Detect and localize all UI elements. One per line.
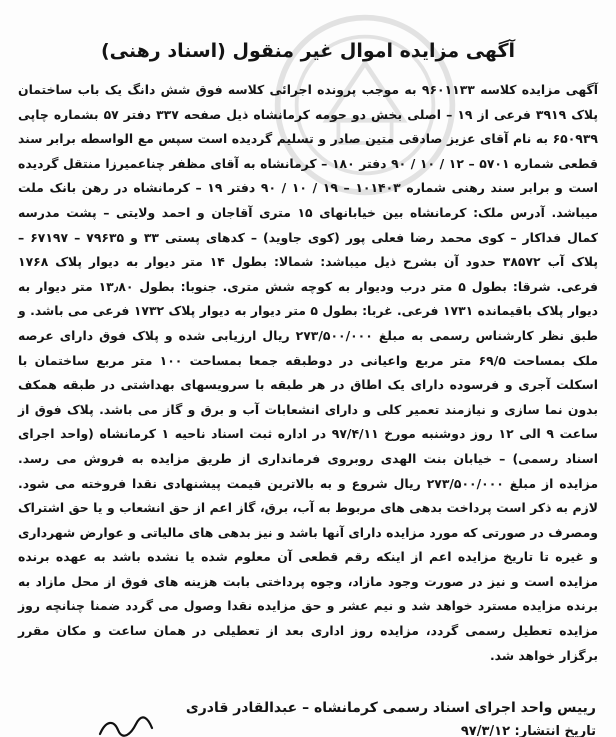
notice-body: آگهی مزایده کلاسه ۹۶۰۱۱۳۳ به موجب پرونده اجرائی کلاسه فوق شش دانگ یک باب ساختمان پلاک ۳۹۱۹ فرعی از ۱۹ – اصلی بخش دو حومه کرمانشاه ذیل صفحه ۳۳۷ دفتر ۵۷ بشماره چاپی ۶۵۰۹۳۹ به نام آقای عزیز صادقی متین صادر و تسلیم گردیده است سپس مع الواسطه برابر سند قطعی شماره ۵۷۰۱ – ۱۲ / ۱۰ / ۹۰ دفتر ۱۸۰ – کرمانشاه به آقای مظفر چناعمیرزا منتقل گردیده است و برابر سند رهنی شماره ۱۰۱۴۰۳ – ۱۹ / ۱۰ / ۹۰ دفتر ۱۹ – کرمانشاه در رهن بانک ملت میباشد. آدرس ملک: کرمانشاه بین خیابانهای ۱۵ متری آقاجان و احمد ولایتی – پشت مدرسه کمال فداکار – کوی محمد رضا فعلی پور (کوی جاوید) – کدهای پستی ۳۳ و ۷۹۶۳۵ – ۶۷۱۹۷ – پلاک آب ۳۸۵۷۲ حدود آن بشرح ذیل میباشد: شمالا: بطول ۱۴ متر دیوار به دیوار پلاک ۱۷۶۸ فرعی. شرقا: بطول ۵ متر درب ودیوار به کوچه شش متری. جنوبا: بطول ۱۳٫۸۰ متر دیوار به دیوار پلاک باقیمانده ۱۷۳۱ فرعی. غربا: بطول ۵ متر دیوار به دیوار پلاک ۱۷۳۲ فرعی می باشد. و طبق نظر کارشناس رسمی به مبلغ ۲۷۳/۵۰۰/۰۰۰ ریال ارزیابی شده و پلاک فوق دارای عرصه ملک بمساحت ۶۹/۵ متر مربع واعیانی در دوطبقه جمعا بمساحت ۱۰۰ متر مربع ساختمان با اسکلت آجری و فرسوده دارای یک اطاق در هر طبقه با سرویسهای بهداشتی در طبقه همکف بدون نما سازی و نیازمند تعمیر کلی و دارای انشعابات آب و برق و گاز می باشد. پلاک فوق از ساعت ۹ الی ۱۲ روز دوشنبه مورخ ۹۷/۴/۱۱ در اداره ثبت اسناد ناحیه ۱ کرمانشاه (واحد اجرای اسناد رسمی) – خیابان بنت الهدی روبروی فرمانداری از طریق مزایده به فروش می رسد. مزایده از مبلغ ۲۷۳/۵۰۰/۰۰۰ ریال شروع و به بالاترین قیمت پیشنهادی نقدا فروخته می شود. لازم به ذکر است پرداخت بدهی های مربوط به آب، برق، گاز اعم از حق انشعاب و یا حق اشتراک ومصرف در صورتی که مورد مزایده دارای آنها باشد و نیز بدهی های مالیاتی و عوارض شهرداری و غیره تا تاریخ مزایده اعم از اینکه رقم قطعی آن معلوم شده یا نشده باشد به عهده برنده مزایده است و نیز در صورت وجود مازاد، وجوه پرداختی بابت هزینه های فوق از محل مازاد به برنده مزایده مسترد خواهد شد و نیم عشر و حق مزایده نقدا وصول می گردد ضمنا چنانچه روز مزایده تعطیل رسمی گردد، مزایده روز اداری بعد از تعطیلی در همان ساعت و مکان مقرر برگزار خواهد شد. — [18, 82, 599, 663]
signature-line: رییس واحد اجرای اسناد رسمی کرمانشاه – عبدالقادر قادری — [185, 700, 596, 716]
notice-title: آگهی مزایده اموال غیر منقول (اسناد رهنی) — [100, 40, 516, 62]
publication-date: تاریخ انتشار: ۹۷/۳/۱۲ — [460, 724, 596, 737]
handwritten-signature-mark — [96, 716, 156, 737]
